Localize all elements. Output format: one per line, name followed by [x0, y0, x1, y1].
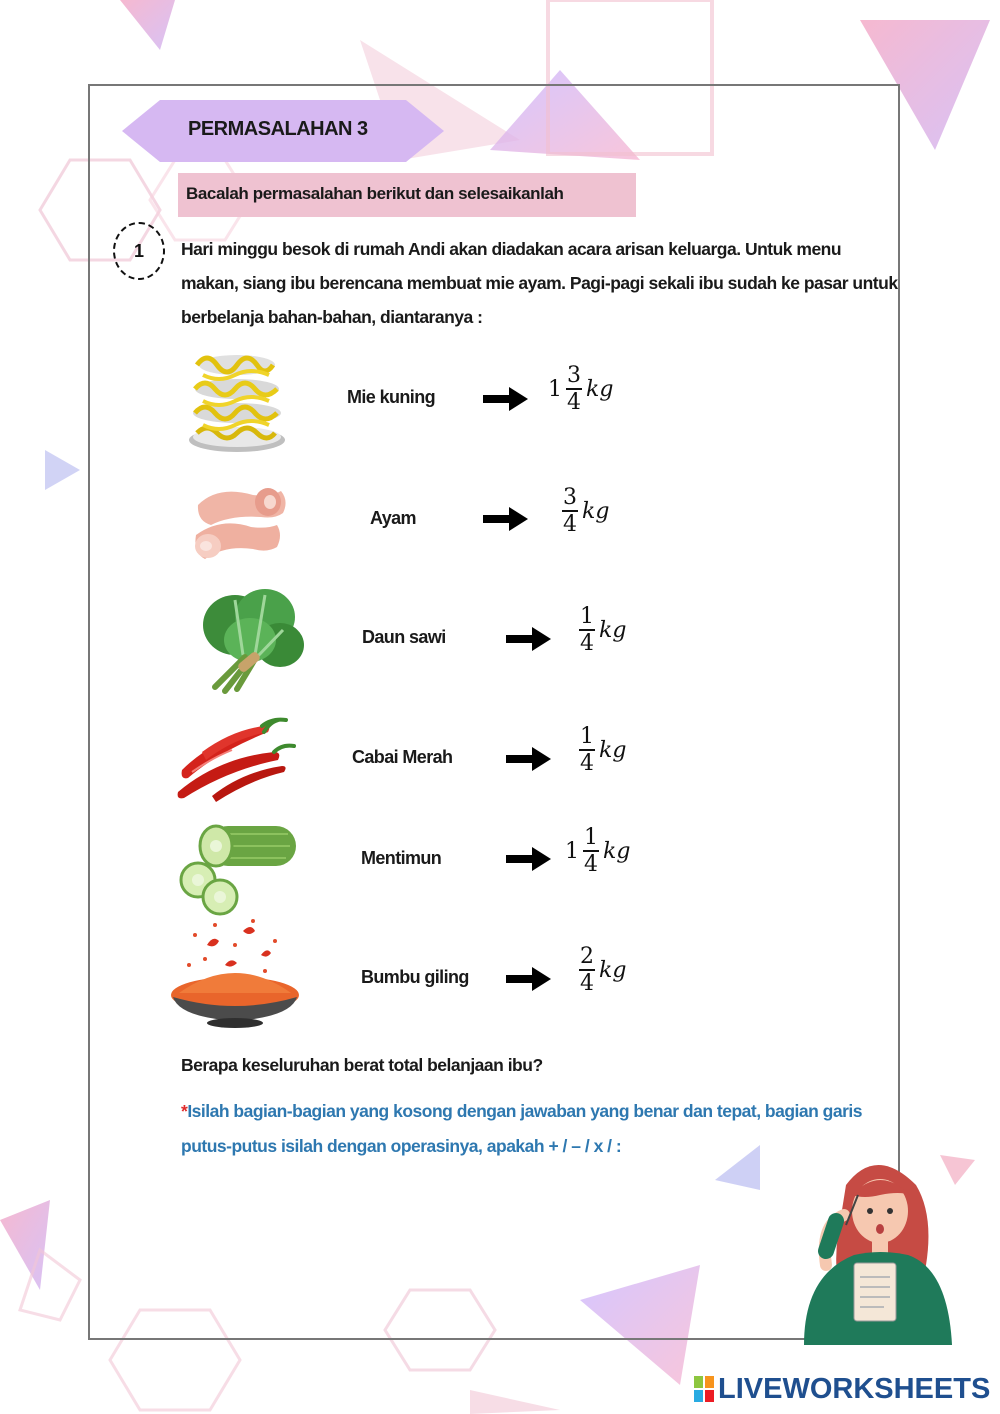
amount-unit: kg [599, 618, 627, 644]
item-amount [558, 486, 609, 538]
item-amount [575, 725, 626, 777]
item-label-cabai-merah: Cabai Merah [352, 747, 453, 767]
amount-fraction: $\frac{3}{4}$ [567, 363, 581, 415]
amount-fraction: $\frac{2}{4}$ [580, 944, 594, 996]
arrow-right-icon [483, 387, 528, 411]
amount-unit: kg [599, 738, 627, 764]
amount-unit: kg [603, 839, 631, 865]
amount-whole: 1 [548, 377, 562, 403]
chicken-icon [188, 480, 288, 565]
problem-number: 1 [113, 222, 165, 280]
logo-mark-icon [694, 1376, 714, 1402]
arrow-right-icon [506, 847, 551, 871]
page-title: PERMASALAHAN 3 [188, 118, 368, 140]
item-amount [575, 605, 626, 657]
cucumber-icon [178, 822, 300, 917]
item-label-mentimun: Mentimun [361, 848, 442, 868]
arrow-right-icon [506, 967, 551, 991]
arrow-right-icon [483, 507, 528, 531]
greens-icon [195, 585, 310, 695]
noodle-icon [175, 345, 300, 455]
item-label-bumbu-giling: Bumbu giling [361, 967, 469, 987]
item-amount [565, 826, 630, 878]
amount-unit: kg [599, 958, 627, 984]
amount-fraction: $\frac{1}{4}$ [584, 825, 598, 877]
liveworksheets-logo [694, 1372, 990, 1406]
amount-unit: kg [586, 377, 614, 403]
girl-thinking-illustration [796, 1155, 956, 1345]
note-text [181, 1094, 901, 1164]
arrow-right-icon [506, 627, 551, 651]
problem-text: Hari minggu besok di rumah Andi akan diadakan acara arisan keluarga. Untuk menu makan, siang ibu berencana membuat mie ayam. Pagi-pagi sekali ibu sudah ke pasar untuk berbelanja bahan-bahan, diantaranya : [181, 239, 898, 327]
item-amount [548, 364, 613, 416]
spice-bowl-icon [165, 915, 305, 1033]
amount-unit: kg [582, 499, 610, 525]
item-label-ayam: Ayam [370, 508, 416, 528]
chili-icon [172, 712, 302, 802]
amount-fraction: $\frac{1}{4}$ [580, 724, 594, 776]
item-amount [575, 945, 626, 997]
instruction-box: Bacalah permasalahan berikut dan selesaikanlah [178, 173, 636, 217]
note-body: Isilah bagian-bagian yang kosong dengan jawaban yang benar dan tepat, bagian garis putus-putus isilah dengan operasinya, apakah + / – / x / : [181, 1101, 863, 1156]
title-banner [122, 100, 444, 162]
amount-fraction: $\frac{1}{4}$ [580, 604, 594, 656]
question-text: Berapa keseluruhan berat total belanjaan ibu? [181, 1055, 543, 1075]
amount-whole: 1 [565, 839, 579, 865]
item-label-daun-sawi: Daun sawi [362, 627, 446, 647]
item-label-mie-kuning: Mie kuning [347, 387, 435, 407]
amount-fraction: $\frac{3}{4}$ [563, 485, 577, 537]
note-star: * [181, 1101, 188, 1121]
arrow-right-icon [506, 747, 551, 771]
brand-name: LIVEWORKSHEETS [718, 1372, 991, 1405]
